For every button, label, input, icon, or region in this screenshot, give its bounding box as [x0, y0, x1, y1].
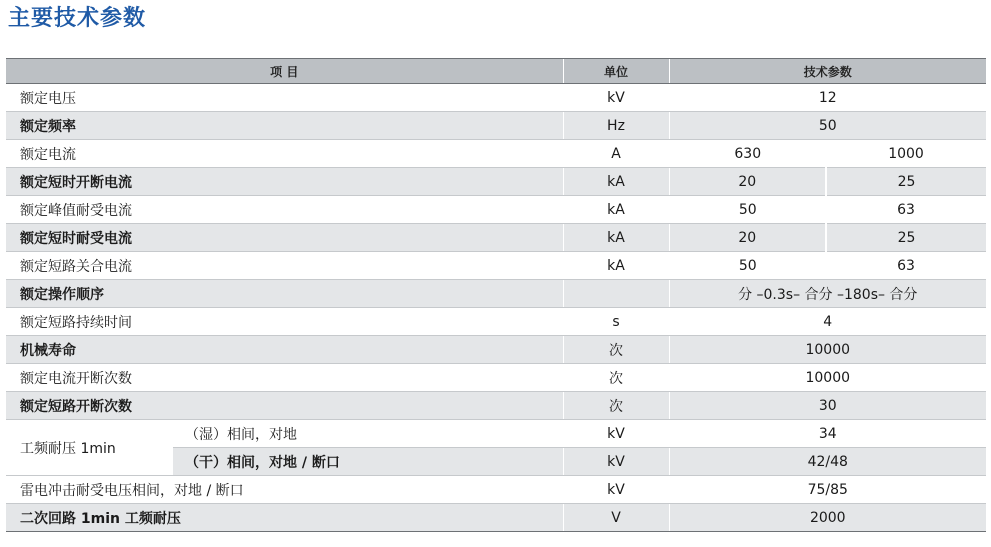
- row-value-a: 20: [669, 224, 826, 252]
- table-row: [6, 476, 986, 504]
- row-unit: V: [563, 504, 669, 532]
- row-value-b: 63: [826, 252, 986, 280]
- table-row: [6, 364, 986, 392]
- row-item: 机械寿命: [6, 336, 563, 364]
- row-unit: kA: [563, 224, 669, 252]
- row-unit: [563, 280, 669, 308]
- power-freq-item: 工频耐压 1min: [6, 420, 173, 476]
- row-value: 4: [669, 308, 986, 336]
- row-value: 42/48: [669, 448, 986, 476]
- header-value: 技术参数: [669, 59, 986, 84]
- table-row: [6, 140, 986, 168]
- row-item: 额定短路开断次数: [6, 392, 563, 420]
- row-item: 额定电流开断次数: [6, 364, 563, 392]
- row-unit: kV: [563, 84, 669, 112]
- row-value-a: 20: [669, 168, 826, 196]
- row-item: 额定短路关合电流: [6, 252, 563, 280]
- table-row: [6, 308, 986, 336]
- table-row: [6, 392, 986, 420]
- row-unit: s: [563, 308, 669, 336]
- row-unit: kA: [563, 196, 669, 224]
- table-row: [6, 252, 986, 280]
- row-unit: 次: [563, 336, 669, 364]
- table-row: [6, 224, 986, 252]
- row-value: 10000: [669, 336, 986, 364]
- table-row: [6, 504, 986, 532]
- row-unit: 次: [563, 392, 669, 420]
- row-item: 额定电压: [6, 84, 563, 112]
- table-header-row: [6, 59, 986, 84]
- table-row: [6, 420, 986, 448]
- row-value: 50: [669, 112, 986, 140]
- row-item: 额定短时耐受电流: [6, 224, 563, 252]
- row-value-b: 63: [826, 196, 986, 224]
- row-unit: Hz: [563, 112, 669, 140]
- row-unit: kV: [563, 448, 669, 476]
- row-item: 额定频率: [6, 112, 563, 140]
- header-item: 项 目: [6, 59, 563, 84]
- row-value-b: 1000: [826, 140, 986, 168]
- row-item: 雷电冲击耐受电压相间，对地 / 断口: [6, 476, 563, 504]
- row-value: 30: [669, 392, 986, 420]
- row-value-a: 50: [669, 252, 826, 280]
- row-value: 2000: [669, 504, 986, 532]
- table-row: [6, 336, 986, 364]
- row-value: 34: [669, 420, 986, 448]
- row-value-a: 630: [669, 140, 826, 168]
- row-value-b: 25: [826, 168, 986, 196]
- row-item: 额定操作顺序: [6, 280, 563, 308]
- technical-parameters-table: [6, 58, 986, 532]
- row-value: 10000: [669, 364, 986, 392]
- row-item: 额定峰值耐受电流: [6, 196, 563, 224]
- table-row: [6, 112, 986, 140]
- row-unit: A: [563, 140, 669, 168]
- row-unit: kV: [563, 476, 669, 504]
- row-item: 额定短路持续时间: [6, 308, 563, 336]
- header-unit: 单位: [563, 59, 669, 84]
- power-freq-wet-label: （湿）相间，对地: [173, 420, 563, 448]
- table-row: [6, 84, 986, 112]
- row-unit: kV: [563, 420, 669, 448]
- row-item: 额定短时开断电流: [6, 168, 563, 196]
- row-value-b: 25: [826, 224, 986, 252]
- page-title: 主要技术参数: [8, 6, 147, 31]
- table-row: [6, 168, 986, 196]
- row-unit: kA: [563, 168, 669, 196]
- row-value: 12: [669, 84, 986, 112]
- table-row: [6, 196, 986, 224]
- power-freq-dry-label: （干）相间，对地 / 断口: [173, 448, 563, 476]
- row-unit: 次: [563, 364, 669, 392]
- table-row: [6, 280, 986, 308]
- row-item: 二次回路 1min 工频耐压: [6, 504, 563, 532]
- row-value: 75/85: [669, 476, 986, 504]
- row-value-a: 50: [669, 196, 826, 224]
- row-item: 额定电流: [6, 140, 563, 168]
- row-value: 分 –0.3s– 合分 –180s– 合分: [669, 280, 986, 308]
- row-unit: kA: [563, 252, 669, 280]
